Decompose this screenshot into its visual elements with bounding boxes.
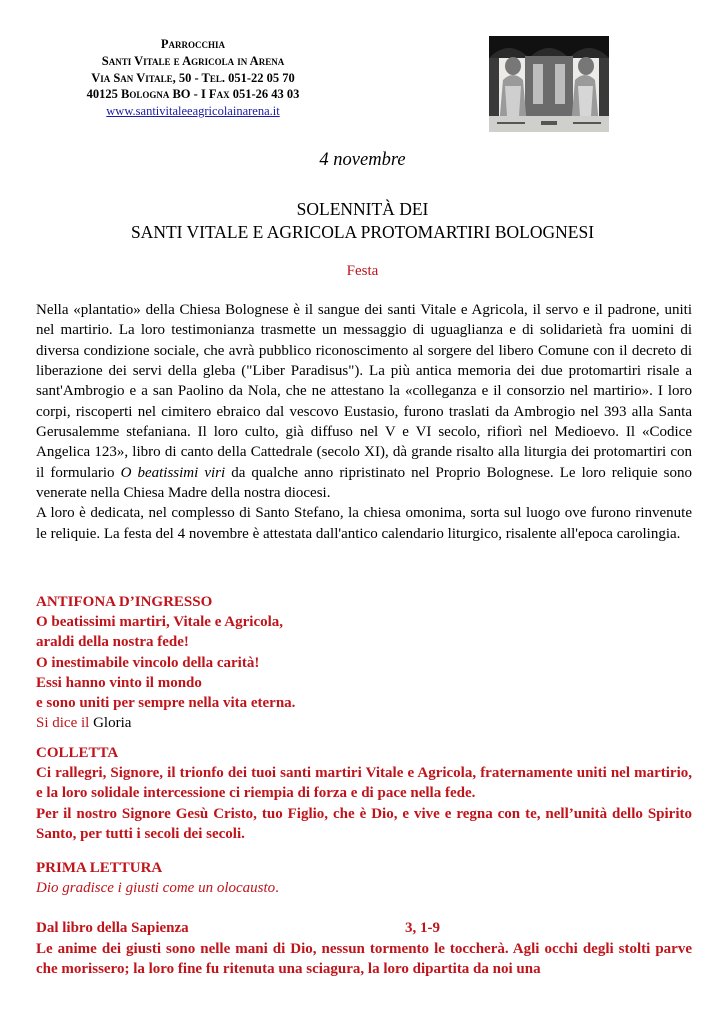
feast-title <box>0 198 725 243</box>
title-line-1: SOLENNITÀ DEI <box>296 199 429 219</box>
liturgical-rank: Festa <box>346 263 379 279</box>
colletta-section <box>36 743 692 844</box>
intro-paragraph-2: A loro è dedicata, nel complesso di Santo Stefano, la chiesa omonima, sorta sul luogo ove furono rinvenute le reliquie. La festa del 4 novembre è attestata dall'antico calendario liturgico, risalente all'epoca carolingia. <box>36 505 692 542</box>
introduction <box>36 300 692 544</box>
parish-label: Parrocchia <box>160 37 226 51</box>
antifona-line: Essi hanno vinto il mondo <box>36 674 202 691</box>
antifona-heading: ANTIFONA D’INGRESSO <box>36 594 213 610</box>
reading-book: Dal libro della Sapienza <box>36 920 189 937</box>
church-crypt-photo <box>489 36 609 132</box>
antifona-line: araldi della nostra fede! <box>36 634 189 651</box>
title-line-2: SANTI VITALE E AGRICOLA PROTOMARTIRI BOLOGNESI <box>130 221 595 242</box>
antifona-line: e sono uniti per sempre nella vita eterna. <box>36 695 296 712</box>
parish-header <box>40 36 346 120</box>
intro-paragraph-1: Nella «plantatio» della Chiesa Bolognese è il sangue dei santi Vitale e Agricola, il servo e il padrone, uniti nel martirio. La loro testimonianza trasmette un messaggio di uguaglianza e di solidarietà fra uomini di diversa condizione sociale, che avrà pubblico riconoscimento al sorgere del libero Comune con il decreto di liberazione dei servi della gleba ("Liber Paradisus"). La più antica memoria dei due protomartiri risale a sant'Ambrogio e a san Paolino da Nola, che ne attestano la «colleganza e il consorzio nel martirio». I loro corpi, riscoperti nel cimitero ebraico dal vescovo Eustasio, furono traslati da Ambrogio nel 393 alla Santa Gerusalemme stefaniana. Il loro culto, già diffuso nel V e VI secolo, rifiorì nel Medioevo. Il «Codice Angelica 123», libro di canto della Cattedrale (secolo XI), dà grande risalto alla liturgia dei protomartiri con il formulario O beatissimi viri da qualche anno ripristinato nel Proprio Bolognese. Le loro reliquie sono venerate nella Chiesa Madre della nostra diocesi. <box>36 302 692 502</box>
colletta-prayer: Ci rallegri, Signore, il trionfo dei tuoi santi martiri Vitale e Agricola, fraternamente uniti nel martirio, e la loro solidale intercessione ci riempia di forza e di pace nella fede. <box>36 765 692 802</box>
antifona-line: O beatissimi martiri, Vitale e Agricola, <box>36 614 284 631</box>
prima-lettura-subtitle: Dio gradisce i giusti come un olocausto. <box>36 880 279 897</box>
website-link[interactable]: www.santivitaleeagricolainarena.it <box>106 104 280 119</box>
parish-name: Santi Vitale e Agricola in Arena <box>101 53 285 68</box>
colletta-conclusion: Per il nostro Signore Gesù Cristo, tuo Figlio, che è Dio, e vive e regna con te, nell’unità dello Spirito Santo, per tutti i secoli dei secoli. <box>36 805 692 842</box>
parish-address: Via San Vitale, 50 - Tel. 051-22 05 70 <box>91 70 295 85</box>
antifona-line: O inestimabile vincolo della carità! <box>36 654 260 671</box>
colletta-heading: COLLETTA <box>36 745 119 761</box>
reading-source <box>36 918 692 938</box>
antifona-section <box>36 592 692 733</box>
reading-reference: 3, 1-9 <box>405 920 440 937</box>
prima-lettura-section <box>36 858 692 979</box>
feast-date: 4 novembre <box>319 150 406 170</box>
parish-city-fax: 40125 Bologna BO - I Fax 051-26 43 03 <box>86 87 300 102</box>
crypt-image-icon <box>489 36 609 132</box>
reading-text: Le anime dei giusti sono nelle mani di Dio, nessun tormento le toccherà. Agli occhi degli stolti parve che morissero; la loro fine fu ritenuta una sciagura, la loro dipartita da noi una <box>36 940 692 977</box>
gloria-rubric: Si dice il Gloria <box>36 715 132 732</box>
prima-lettura-heading: PRIMA LETTURA <box>36 860 163 876</box>
